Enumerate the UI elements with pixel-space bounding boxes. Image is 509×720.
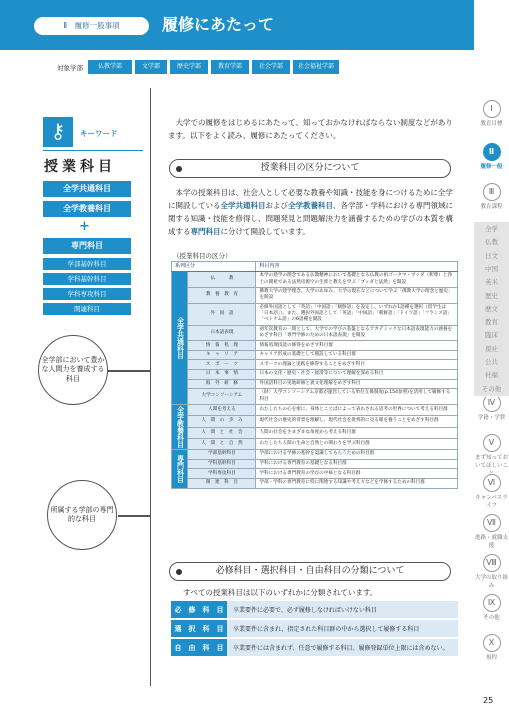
connector-line [108,370,150,372]
tab-label: 大学の取り組み [474,575,508,589]
category-name: 学科基幹科目 [188,459,256,469]
category-description: 佛教大学の建学理念、大学のあゆみ、大学の現在などについて学ぶ「佛教大学の理念と歴史」を開設 [256,287,458,303]
tab-label: 履修一般 [480,164,503,170]
tab-number: Ⅴ [483,434,501,452]
tab-section-4[interactable] [474,394,509,421]
category-name: 人間を考える [188,404,256,415]
category-name: 学部基幹科目 [188,450,256,460]
plus-icon: + [79,219,90,234]
category-description: 初年次教育の一環として、大学での学びの基盤となるアカデミックな日本語表現能力の涵養をめざす科目「専門学修のための日本語表現」を開設 [256,325,458,341]
category-name: 教 養 教 育 [188,287,256,303]
faculty-badge: 教育学部 [211,60,249,74]
category-description: （財）大学コンソーシアム京都が運営している単位互換制度(p.154参照)を活用して履修する科目 [256,389,458,405]
table-row [172,360,458,370]
intro-paragraph: 大学での履修をはじめるにあたって、知っておかなければならない制度などがあります。以下をよく読み、履修にあたってください。 [168,118,453,140]
subtab-department[interactable]: 公共 [474,355,509,370]
category-name: 日本語表現 [188,325,256,341]
page-number: 25 [483,696,494,705]
table-header: 科目内容 [256,262,458,272]
page-header [0,0,474,50]
table-row [172,389,458,405]
category-description: 現代社会の歴史的背景を理解し、現代社会を批判的に見る眼を養うことをめざす科目群 [256,416,458,427]
faculty-badge: 社会福祉学部 [293,60,339,74]
table-row [172,272,458,288]
sidebar-heading: 授業科目 [44,159,116,175]
tab-section-5[interactable] [474,434,509,477]
tab-section-10[interactable] [474,634,509,661]
category-name: 日 本 事 情 [188,370,256,380]
faculty-badge: 仏教学部 [88,60,132,74]
table-row [172,341,458,351]
sub-category: 学科専攻科目 [43,288,131,300]
connector-line [118,515,150,517]
table-row [172,379,458,389]
classification-row: 自 由 科 目 卒業要件には含まれず、任意で履修する科目。履修登録単位上限には含めない。 [171,639,458,656]
tab-number: Ⅶ [483,514,501,532]
tab-label: まず知っておいてほしいこ [474,455,508,469]
category-description: 必修外国語として「英語」「中国語」「朝鮮語」を設定し、いずれか1語種を選択（留学生は「日本語」）。また、選択外国語として「英語」「中国語」「朝鮮語」「ドイツ語」「フランス語」「ベトナム語」の6語種を開設 [256,303,458,325]
subtab-department[interactable]: 全学 [474,222,509,237]
tab-number: Ⅳ [483,394,501,412]
faculty-badge: 文学部 [135,60,167,74]
category-description: 学科における専門教育の学びの中核となる科目群 [256,469,458,479]
common-subjects-badge: 全学共通科目 [43,181,131,197]
subtab-department[interactable]: 中国 [474,262,509,277]
section-body: 本学の授業科目は、社会人として必要な教養や知識・技能を身につけるために全学に開設している全学共通科目および全学教養科目、各学部・学科における専門領域に関する知識・技能を修得し、問題発見と問題解決力を涵養するための学びの本質を構成する専門科目に分けて開設しています。 [168,188,453,237]
table-row [172,325,458,341]
subtab-department[interactable]: 日文 [474,249,509,264]
subtab-department[interactable]: 英米 [474,275,509,290]
category-description: キャリア形成の基礎として開設している科目群 [256,350,458,360]
category-name: 仏 教 [188,272,256,288]
sub-category: 学部基幹科目 [43,258,131,270]
page-title: 履修にあたって [162,15,275,34]
section-label: Ⅱ 履修一般事項 [34,17,149,35]
tab-number: Ⅱ [483,143,501,161]
table-row [172,303,458,325]
subtab-department[interactable]: 歴史 [474,289,509,304]
category-name: 人 間 と 社 会 [188,427,256,438]
tab-section-9[interactable] [474,594,509,621]
category-description: スポーツの理論と実践を修得することをめざす科目 [256,360,458,370]
faculty-label: 対象学部 [57,64,83,72]
table-row [172,438,458,449]
bullet-icon [176,569,182,575]
group-label: 全学教養科目 [172,404,188,449]
category-name: キ ャ リ ア [188,350,256,360]
category-name: 人 間 の 歩 み [188,416,256,427]
tab-section-2[interactable] [474,143,509,170]
tab-section-6[interactable] [474,474,509,509]
vertical-divider [150,88,151,686]
table-row [172,404,458,415]
subtab-department[interactable]: 社福 [474,368,509,383]
tab-number: Ⅵ [483,474,501,492]
faculty-badge: 歴史学部 [170,60,208,74]
tab-label: 規程 [485,655,497,661]
subtab-department[interactable]: 現社 [474,342,509,357]
tab-label: 教育課程 [480,204,503,210]
section-heading: 授業科目の区分について [169,159,451,178]
table-row [172,427,458,438]
tab-number: Ⅹ [483,634,501,652]
tab-label: その他 [483,615,500,621]
section-heading: 必修科目・選択科目・自由科目の分類について [169,562,451,581]
category-description: わたしたちの心を密に、身体とことばによって表わされる思考の世界について考える科目群 [256,404,458,415]
divider [43,150,143,151]
tab-number: Ⅲ [483,183,501,201]
subtab-department[interactable]: 仏教 [474,235,509,250]
category-name: 情 報 処 理 [188,341,256,351]
table-header: 系列区分 [172,262,256,272]
classification-row: 必 修 科 目 卒業要件に必要で、必ず履修しなければいけない科目 [171,601,458,618]
tab-number: Ⅰ [483,100,501,118]
callout-circle: 全学部において豊かな人間力を養成する科目 [38,335,108,405]
category-name: 学科専攻科目 [188,469,256,479]
subtab-department[interactable]: 臨床 [474,328,509,343]
tab-number: Ⅸ [483,594,501,612]
sub-category: 学科基幹科目 [43,273,131,285]
faculty-badge: 社会学部 [252,60,290,74]
callout-circle: 所属する学部の専門的な科目 [47,480,117,550]
table-row [172,450,458,460]
specialized-subjects-badge: 専門科目 [43,238,131,254]
liberal-subjects-badge: 全学教養科目 [43,201,131,217]
category-description: 日本の文化・歴史・社会・経済等について理解を深める科目 [256,370,458,380]
subtab-department[interactable]: 教育 [474,315,509,330]
table-row [172,287,458,303]
group-label: 全学共通科目 [172,272,188,405]
key-icon: ⚷ [43,117,73,147]
tab-label: 学籍・学費 [477,415,506,421]
category-description: 本学の建学の理念である仏教精神において基礎となる仏教の祖ゴータマ・ブッダ（釈尊）と浄土の開祖である法然房源空の生涯と教えを学ぶ「ブッダと法然」を開設 [256,272,458,288]
category-description: 人間の社会をさまざまな角度から考える科目群 [256,427,458,438]
category-description: 情報処理技能の修得をめざす科目群 [256,341,458,351]
table-row [172,469,458,479]
category-description: 学科における専門教育の基礎となる科目群 [256,459,458,469]
category-name: 海 外 研 修 [188,379,256,389]
table-row [172,459,458,469]
table-row [172,370,458,380]
category-description: 学部・学科の専門教育に特に関連する知識や考え方などを学修するための科目群 [256,478,458,488]
table-row [172,478,458,488]
tab-label: 進路・就職支援 [474,535,508,549]
table-caption: （授業科目の区分） [173,252,232,260]
curriculum-table [171,261,458,489]
tab-section-8[interactable] [474,554,509,589]
sub-category: 関連科目 [43,303,131,315]
keyword-label: キーワード [80,129,118,138]
bullet-icon [176,166,182,172]
tab-label: キャンパスライフ [475,495,508,509]
tab-section-1[interactable] [474,100,509,127]
subtab-department[interactable]: その他 [474,382,509,397]
section-lead: すべての授業科目は以下のいずれかに分類されています。 [183,588,378,597]
tab-number: Ⅷ [483,554,501,572]
category-name: 人 間 と 自 然 [188,438,256,449]
category-name: 関 連 科 目 [188,478,256,488]
table-row [172,350,458,360]
category-description: 学部における学修の基幹を認識してもらうための科目群 [256,450,458,460]
category-description: わたしたち人間の生命と自然との関わりを学ぶ科目群 [256,438,458,449]
category-description: 外国語科目の実地研修と異文化理解をめざす科目 [256,379,458,389]
tab-section-7[interactable] [474,514,509,549]
category-name: 大学コンソーシアム [188,389,256,405]
group-label: 専門科目 [172,450,188,488]
category-name: ス ポ ー ツ [188,360,256,370]
category-name: 外 国 語 [188,303,256,325]
tab-section-3[interactable] [474,183,509,210]
classification-row: 選 択 科 目 卒業要件に含まれ、指定された科目群の中から選択して履修する科目 [171,620,458,637]
subtab-department[interactable]: 歴文 [474,302,509,317]
tab-label: 教育目標 [480,121,503,127]
table-row [172,416,458,427]
